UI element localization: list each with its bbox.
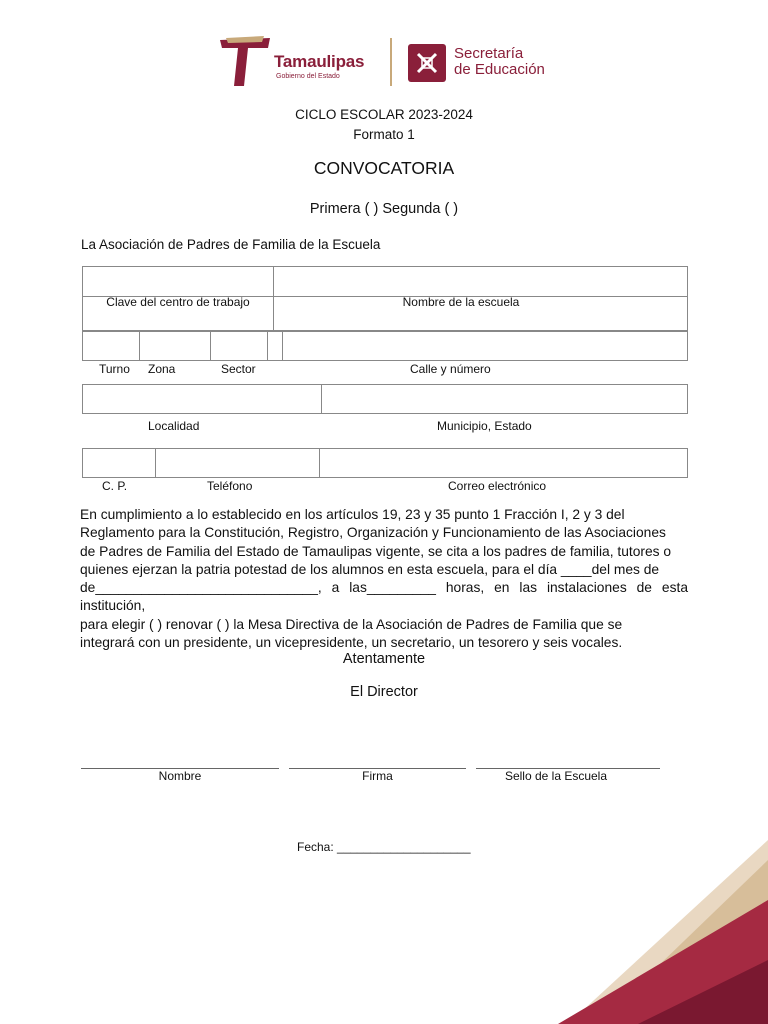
primera-segunda: Primera ( ) Segunda ( ) bbox=[309, 201, 459, 217]
logo-left-name: Tamaulipas bbox=[274, 52, 365, 71]
table-divider bbox=[319, 448, 320, 478]
formato: Formato 1 bbox=[353, 127, 415, 142]
sector-label: Sector bbox=[221, 362, 256, 376]
localidad-label: Localidad bbox=[148, 419, 200, 433]
logo-divider bbox=[390, 38, 392, 86]
tamaulipas-emblem-icon bbox=[218, 36, 274, 88]
paragraph-line: quienes ejerzan la patria potestad de los alumnos en esta escuela, para el día ____del mes de bbox=[80, 561, 660, 577]
telefono-label: Teléfono bbox=[207, 479, 253, 493]
nombre-escuela-label: Nombre de la escuela bbox=[402, 295, 520, 309]
paragraph-line: Reglamento para la Constitución, Registro, Organización y Funcionamiento de las Asociaciones bbox=[80, 525, 666, 541]
atentamente: Atentamente bbox=[342, 651, 426, 667]
asociacion-label: La Asociación de Padres de Familia de la Escuela bbox=[81, 237, 381, 252]
address-table bbox=[82, 331, 688, 361]
director: El Director bbox=[350, 684, 418, 700]
clave-label: Clave del centro de trabajo bbox=[106, 295, 250, 309]
table-divider bbox=[210, 331, 211, 361]
table-divider bbox=[267, 331, 268, 361]
page-title: CONVOCATORIA bbox=[313, 158, 455, 178]
nombre-label: Nombre bbox=[158, 769, 202, 783]
calle-label: Calle y número bbox=[410, 362, 491, 376]
turno-label: Turno bbox=[99, 362, 130, 376]
sello-label: Sello de la Escuela bbox=[504, 769, 608, 783]
paragraph-line: En cumplimiento a lo establecido en los artículos 19, 23 y 35 punto 1 Fracción I, 2 y 3 del bbox=[80, 507, 625, 522]
table-divider bbox=[282, 331, 283, 361]
logo-right-line1: Secretaría bbox=[454, 45, 524, 62]
location-table bbox=[82, 384, 688, 414]
fecha-field: Fecha: ____________________ bbox=[297, 840, 471, 854]
education-emblem-icon bbox=[408, 44, 446, 82]
zona-label: Zona bbox=[148, 362, 176, 376]
paragraph-line: de_____________________________, a las_________ horas, en las instalaciones de esta institución, bbox=[80, 580, 688, 614]
correo-label: Correo electrónico bbox=[448, 479, 547, 493]
cp-label: C. P. bbox=[102, 479, 128, 493]
table-divider bbox=[155, 448, 156, 478]
decorative-corner bbox=[528, 840, 768, 1024]
municipio-label: Municipio, Estado bbox=[437, 419, 532, 433]
table-divider bbox=[321, 384, 322, 414]
table-divider bbox=[139, 331, 140, 361]
convocatoria-paragraph bbox=[80, 506, 688, 652]
logo-left-sub: Gobierno del Estado bbox=[276, 73, 340, 80]
logo-right-line2: de Educación bbox=[454, 61, 545, 78]
contact-table bbox=[82, 448, 688, 478]
tamaulipas-logo bbox=[218, 36, 378, 88]
ciclo-escolar: CICLO ESCOLAR 2023-2024 bbox=[295, 107, 473, 122]
paragraph-line: integrará con un presidente, un vicepresidente, un secretario, un tesorero y seis vocales. bbox=[80, 635, 623, 651]
paragraph-line: de Padres de Familia del Estado de Tamaulipas vigente, se cita a los padres de familia, tutores o bbox=[80, 543, 672, 559]
paragraph-line: para elegir ( ) renovar ( ) la Mesa Directiva de la Asociación de Padres de Familia que se bbox=[80, 616, 623, 632]
firma-label: Firma bbox=[362, 769, 393, 783]
secretaria-logo bbox=[408, 44, 558, 84]
